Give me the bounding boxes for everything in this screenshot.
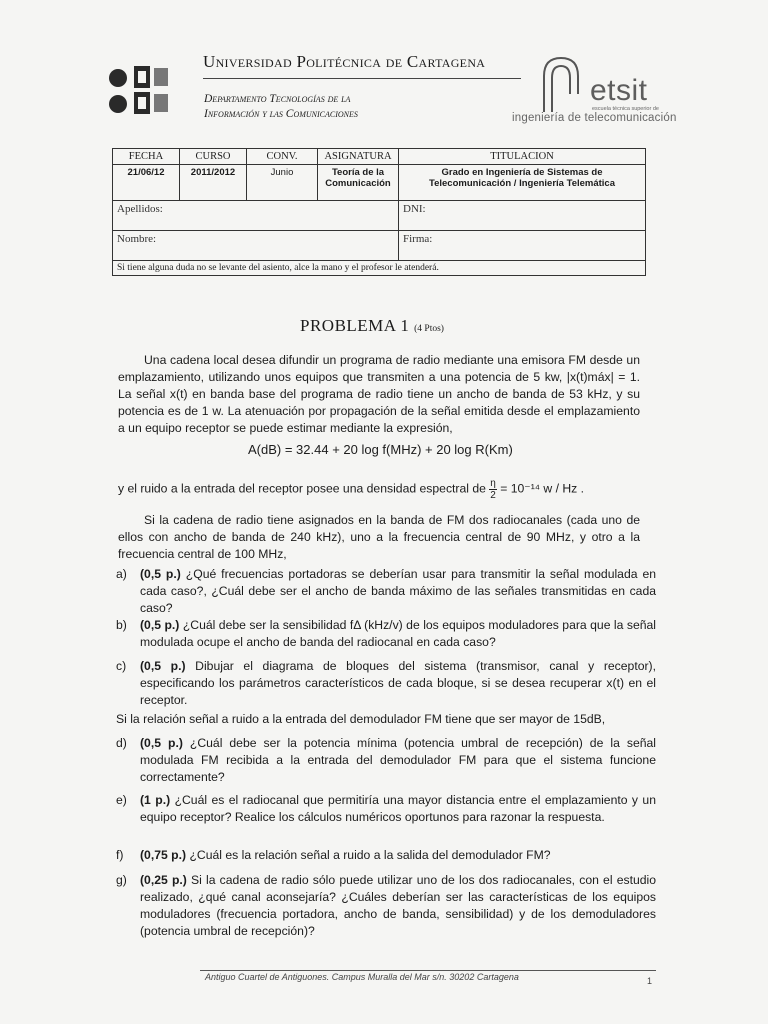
question-g-label: g): [116, 873, 127, 887]
page-number: 1: [647, 976, 653, 986]
question-c-body: [140, 658, 656, 709]
question-d-label: d): [116, 736, 127, 750]
signal-max-expression: |x(t)máx| = 1: [566, 370, 637, 384]
header-conv: CONV.: [247, 149, 318, 165]
titulacion-value: [399, 165, 646, 201]
question-d-text: ¿Cuál debe ser la potencia mínima (potencia umbral de recepción) de la señal modulada FM recibida a la entrada del demodulador FM para que el sistema funcione correctamente?: [140, 736, 656, 784]
footer-rule: [200, 970, 656, 971]
question-a-label: a): [116, 567, 127, 581]
question-f-label: f): [116, 848, 124, 862]
question-c-text: Dibujar el diagrama de bloques del sistema (transmisor, canal y receptor), especificando los parámetros característicos de cada bloque, si se desea recuperar x(t) en el receptor.: [140, 659, 656, 707]
question-a-points: (0,5 p.): [140, 567, 181, 581]
curso-value: 2011/2012: [180, 165, 247, 201]
nombre-field[interactable]: Nombre:: [113, 231, 399, 261]
question-b-label: b): [116, 618, 127, 632]
question-d-body: [140, 735, 656, 786]
question-b-text: ¿Cuál debe ser la sensibilidad fΔ (kHz/v) de los equipos moduladores para que la señal modulada ocupe el ancho de banda del radiocanal en cada caso?: [140, 618, 657, 649]
asignatura-value: [318, 165, 399, 201]
exam-notice: Si tiene alguna duda no se levante del asiento, alce la mano y el profesor le atenderá.: [113, 261, 646, 276]
noise-denominator: 2: [490, 490, 496, 501]
notice-row: [113, 261, 646, 276]
question-f-text: ¿Cuál es la relación señal a ruido a la salida del demodulador FM?: [189, 848, 551, 862]
question-c: [116, 658, 656, 709]
question-a-body: [140, 566, 656, 617]
intro-text-2: . La señal x(t) en banda base del programa de radio tiene un ancho de banda de 53 kHz, y su potencia es de 1 w. La atenuación por propagación de la señal emitida desde el emplazamiento a un equipo receptor se puede estimar mediante la expresión,: [118, 370, 640, 435]
snr-condition: Si la relación señal a ruido a la entrada del demodulador FM tiene que ser mayor de 15dB,: [116, 712, 606, 726]
conv-value: Junio: [247, 165, 318, 201]
question-f-points: (0,75 p.): [140, 848, 187, 862]
attenuation-formula: A(dB) = 32.44 + 20 log f(MHz) + 20 log R(Km): [248, 442, 513, 457]
header-asignatura: ASIGNATURA: [318, 149, 399, 165]
question-b-body: [140, 617, 656, 651]
question-g-text: Si la cadena de radio sólo puede utilizar uno de los dos radiocanales, con el estudio realizado, ¿qué canal aconsejaría? ¿Cuáles deberían ser las características de los equipos moduladores (frecuencia portadora, ancho de banda, sensibilidad) y de los demoduladores (potencia umbral de recepción)?: [140, 873, 656, 938]
question-e-text: ¿Cuál es el radiocanal que permitiría una mayor distancia entre el emplazamiento y un equipo receptor? Realice los cálculos numéricos oportunos para razonar la respuesta.: [140, 793, 656, 824]
question-d-points: (0,5 p.): [140, 736, 183, 750]
question-a: [116, 566, 656, 617]
asignatura-line-1: Teoría de la: [331, 167, 385, 178]
context-paragraph: Si la cadena de radio tiene asignados en la banda de FM dos radiocanales (cada uno de ellos con ancho de banda de 240 kHz), uno a la frecuencia central de 90 MHz, y otro a la frecuencia central de 100 MHz,: [118, 513, 640, 561]
nombre-row: [113, 231, 646, 261]
etsit-arch-icon: [536, 54, 586, 114]
apellidos-row: [113, 201, 646, 231]
question-d: [116, 735, 656, 786]
asignatura-line-2: Comunicación: [325, 178, 391, 189]
footer-address: Antiguo Cuartel de Antiguones. Campus Muralla del Mar s/n. 30202 Cartagena: [205, 972, 519, 982]
header-curso: CURSO: [180, 149, 247, 165]
school-small-text: escuela técnica superior de: [592, 106, 659, 112]
question-f-body: [140, 847, 656, 864]
dni-field[interactable]: DNI:: [399, 201, 646, 231]
intro-paragraph: [118, 352, 640, 437]
intro-text-1: Una cadena local desea difundir un programa de radio mediante una emisora FM desde un emplazamiento, utilizando unos equipos que transmiten a una potencia de 5 kw,: [118, 353, 640, 384]
question-f: [116, 847, 656, 864]
titulacion-line-1: Grado en Ingeniería de Sistemas de: [441, 167, 603, 178]
question-b-points: (0,5 p.): [140, 618, 180, 632]
noise-text: y el ruido a la entrada del receptor posee una densidad espectral de: [118, 481, 486, 496]
firma-field[interactable]: Firma:: [399, 231, 646, 261]
question-e-label: e): [116, 793, 127, 807]
question-e-body: [140, 792, 656, 826]
university-name: Universidad Politécnica de Cartagena: [203, 52, 486, 71]
header-fecha: FECHA: [113, 149, 180, 165]
question-a-text: ¿Qué frecuencias portadoras se deberían usar para transmitir la señal modulada en cada caso?, ¿Cuál debe ser el ancho de banda máximo de las señales transmitidas en cada caso?: [140, 567, 656, 615]
question-b: [116, 617, 656, 651]
problem-points: (4 Ptos): [414, 324, 444, 334]
noise-numerator: η: [490, 478, 496, 489]
info-header-row: [113, 149, 646, 165]
noise-fraction: [489, 478, 497, 501]
school-name: etsit: [590, 74, 648, 107]
question-e-points: (1 p.): [140, 793, 171, 807]
question-c-points: (0,5 p.): [140, 659, 186, 673]
problem-title: [300, 316, 444, 336]
department-line-1: Departamento Tecnologías de la: [204, 93, 351, 105]
info-values-row: [113, 165, 646, 201]
school-subtitle: ingeniería de telecomunicación: [512, 112, 677, 124]
noise-value: = 10⁻¹⁴ w / Hz: [500, 481, 578, 496]
department-name: [204, 92, 358, 122]
question-g-points: (0,25 p.): [140, 873, 187, 887]
header-rule: [203, 78, 521, 79]
question-c-label: c): [116, 659, 127, 673]
department-line-2: Información y las Comunicaciones: [204, 108, 358, 120]
question-e: [116, 792, 656, 826]
university-crest-icon: [104, 58, 172, 124]
apellidos-field[interactable]: Apellidos:: [113, 201, 399, 231]
titulacion-line-2: Telecomunicación / Ingeniería Telemática: [428, 178, 615, 189]
exam-info-table: [112, 148, 646, 276]
question-g: [116, 872, 656, 940]
fecha-value: 21/06/12: [113, 165, 180, 201]
noise-end: .: [580, 481, 585, 496]
problem-heading: PROBLEMA 1: [300, 316, 410, 335]
header-titulacion: TITULACION: [399, 149, 646, 165]
noise-sentence: [118, 478, 648, 501]
question-g-body: [140, 872, 656, 940]
